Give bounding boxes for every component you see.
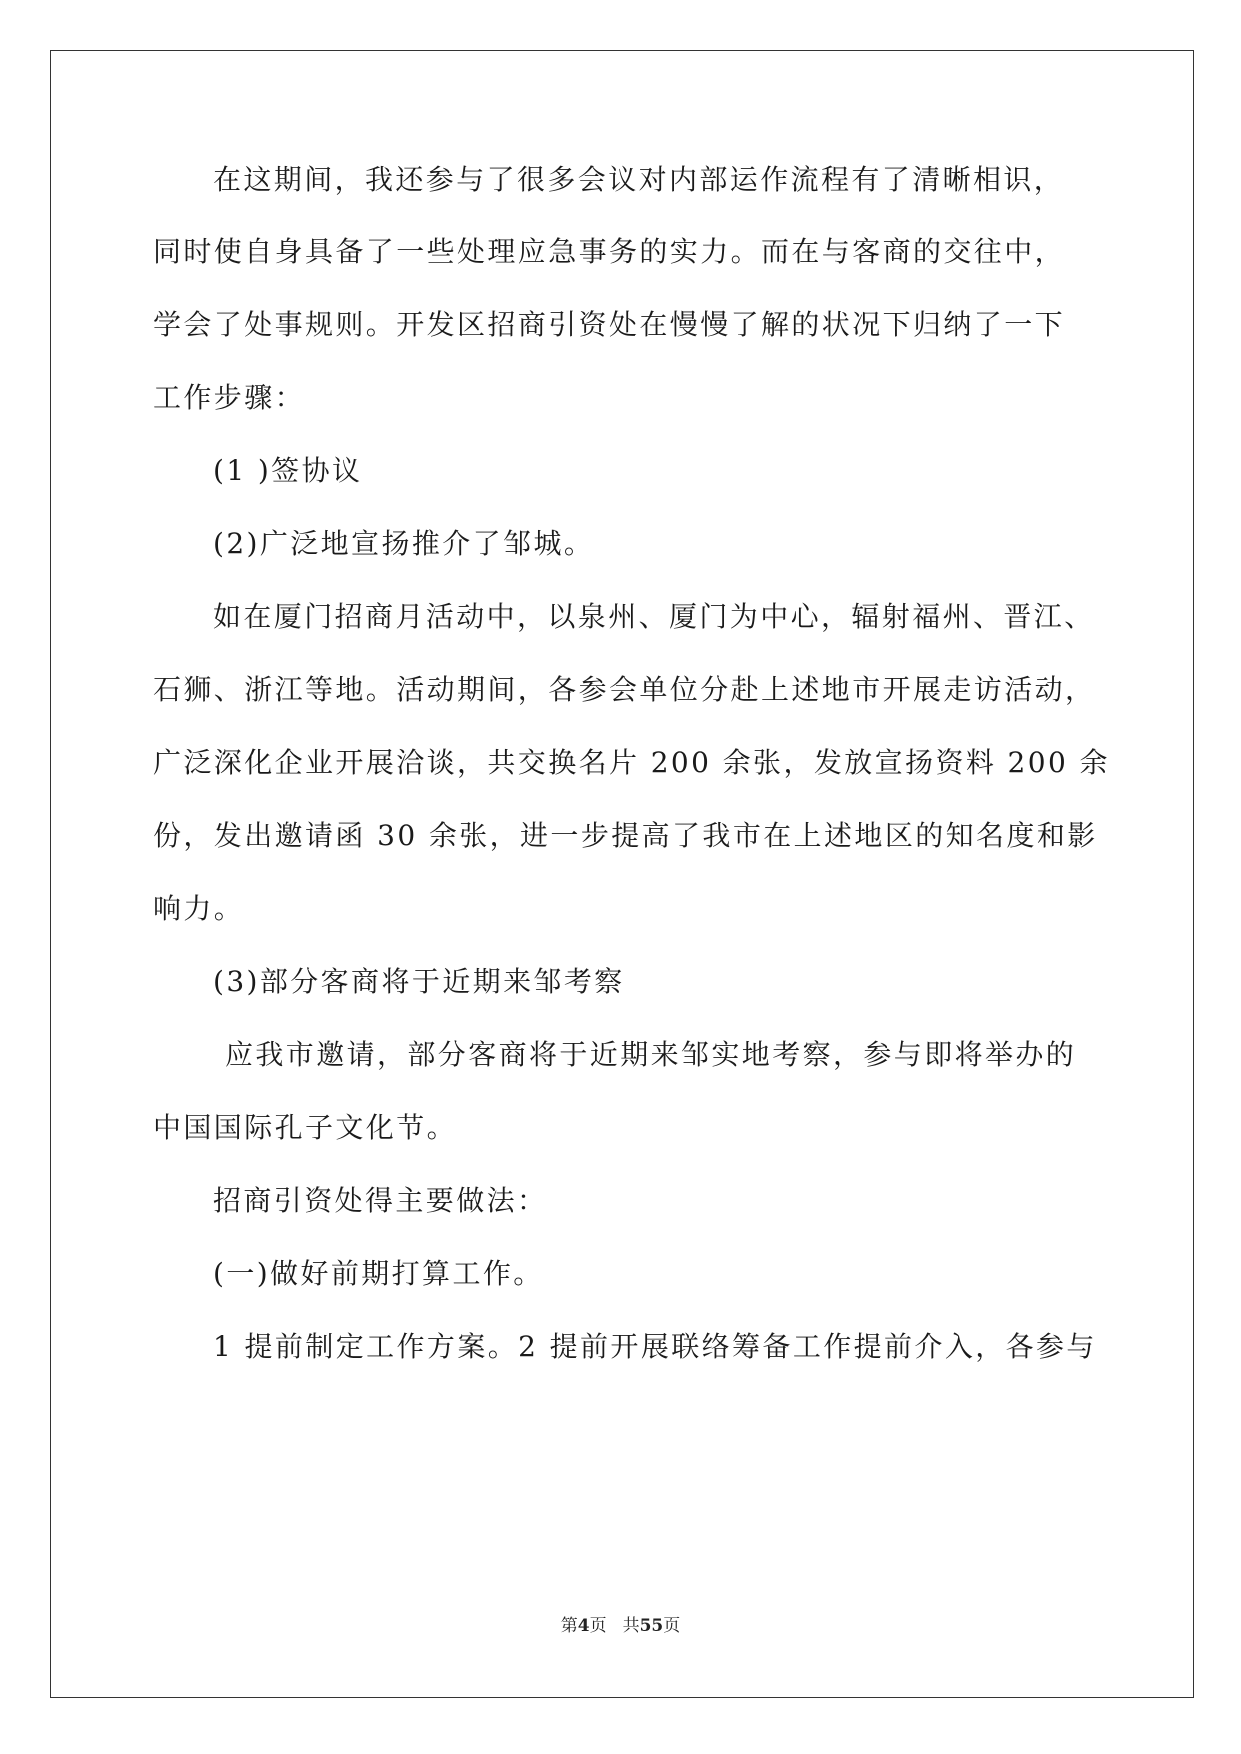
page-number-prefix: 第 [560,1616,578,1636]
paragraph-line: 份，发出邀请函 30 余张，进一步提高了我市在上述地区的知名度和影 [153,819,1098,852]
paragraph-line: 在这期间，我还参与了很多会议对内部运作流程有了清晰相识， [213,163,1065,196]
paragraph-line: 同时使自身具备了一些处理应急事务的实力。而在与客商的交往中， [153,235,1066,268]
paragraph-line: 应我市邀请，部分客商将于近期来邹实地考察，参与即将举办的 [225,1038,1077,1071]
paragraph-line: 学会了处事规则。开发区招商引资处在慢慢了解的状况下归纳了一下 [153,308,1066,341]
page-border [50,50,1194,1698]
total-pages-number: 55 [639,1616,664,1636]
page-footer [0,1614,1241,1638]
paragraph-line: 1 提前制定工作方案。2 提前开展联络筹备工作提前介入，各参与 [213,1330,1097,1363]
paragraph-line: 响力。 [153,892,245,925]
paragraph-line: 工作步骤： [153,381,306,414]
list-item: (1 )签协议 [213,454,363,487]
list-item: (2)广泛地宣扬推介了邹城。 [213,527,595,560]
list-item: (一)做好前期打算工作。 [213,1257,544,1290]
paragraph-line: 如在厦门招商月活动中，以泉州、厦门为中心，辐射福州、晋江、 [213,600,1095,633]
paragraph-line: 中国国际孔子文化节。 [153,1111,458,1144]
list-item: (3)部分客商将于近期来邹考察 [213,965,625,998]
section-heading: 招商引资处得主要做法： [213,1184,548,1217]
page-number-suffix: 页 [589,1616,607,1636]
paragraph-line: 广泛深化企业开展洽谈，共交换名片 200 余张，发放宣扬资料 200 余 [153,746,1110,779]
current-page-number: 4 [577,1616,590,1636]
total-pages-prefix: 共 [622,1616,640,1636]
total-pages-suffix: 页 [663,1616,681,1636]
paragraph-line: 石狮、浙江等地。活动期间，各参会单位分赴上述地市开展走访活动， [153,673,1096,706]
